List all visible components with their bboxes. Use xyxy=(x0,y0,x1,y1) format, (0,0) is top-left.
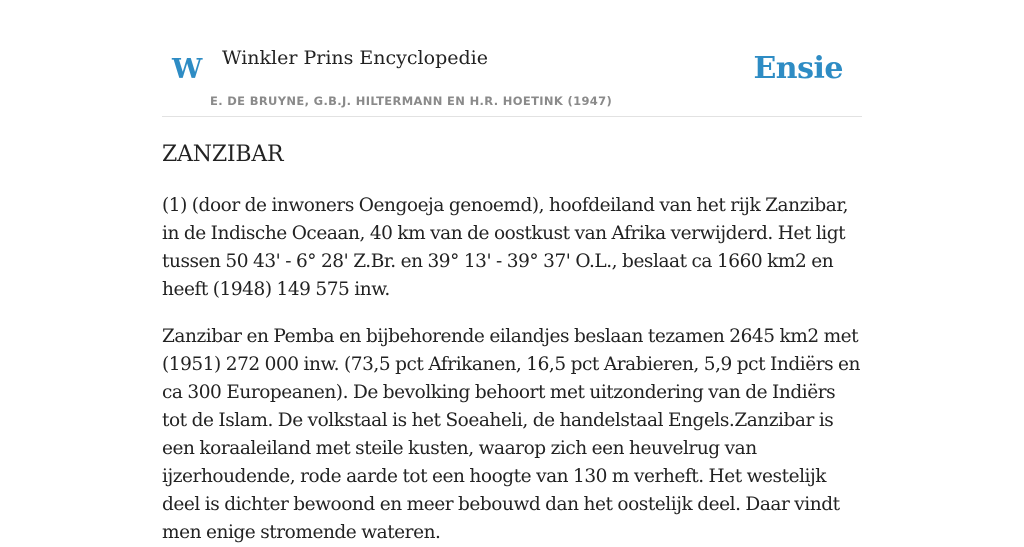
ensie-logo-link[interactable]: Ensie xyxy=(753,51,843,86)
winkler-prins-logo-icon[interactable]: W xyxy=(172,54,203,85)
encyclopedia-title[interactable]: Winkler Prins Encyclopedie xyxy=(222,47,488,69)
encyclopedia-authors: E. DE BRUYNE, G.B.J. HILTERMANN EN H.R. HOETINK (1947) xyxy=(210,94,613,108)
article-title: ZANZIBAR xyxy=(162,142,284,167)
article xyxy=(162,140,862,547)
article-paragraph-1: (1) (door de inwoners Oengoeja genoemd), hoofdeiland van het rijk Zanzibar, in de Indische Oceaan, 40 km van de oostkust van Afrika verwijderd. Het ligt tussen 50 43' - 6° 28' Z.Br. en 39° 13' - 39° 37' O.L., beslaat ca 1660 km2 en heeft (1948) 149 575 inw. xyxy=(162,195,849,300)
encyclopedia-header xyxy=(162,40,862,117)
article-paragraph-2: Zanzibar en Pemba en bijbehorende eilandjes beslaan tezamen 2645 km2 met (1951) 272 000 inw. (73,5 pct Afrikanen, 16,5 pct Arabieren, 5,9 pct Indiërs en ca 300 Europeanen). De bevolking behoort met uitzondering van de Indiërs tot de Islam. De volkstaal is het Soeaheli, de handelstaal Engels.Zanzibar is een koraaleiland met steile kusten, waarop zich een heuvelrug van ijzerhoudende, rode aarde tot een hoogte van 130 m verheft. Het westelijk deel is dichter bewoond en meer bebouwd dan het oostelijk deel. Daar vindt men enige stromende wateren. xyxy=(162,326,861,543)
